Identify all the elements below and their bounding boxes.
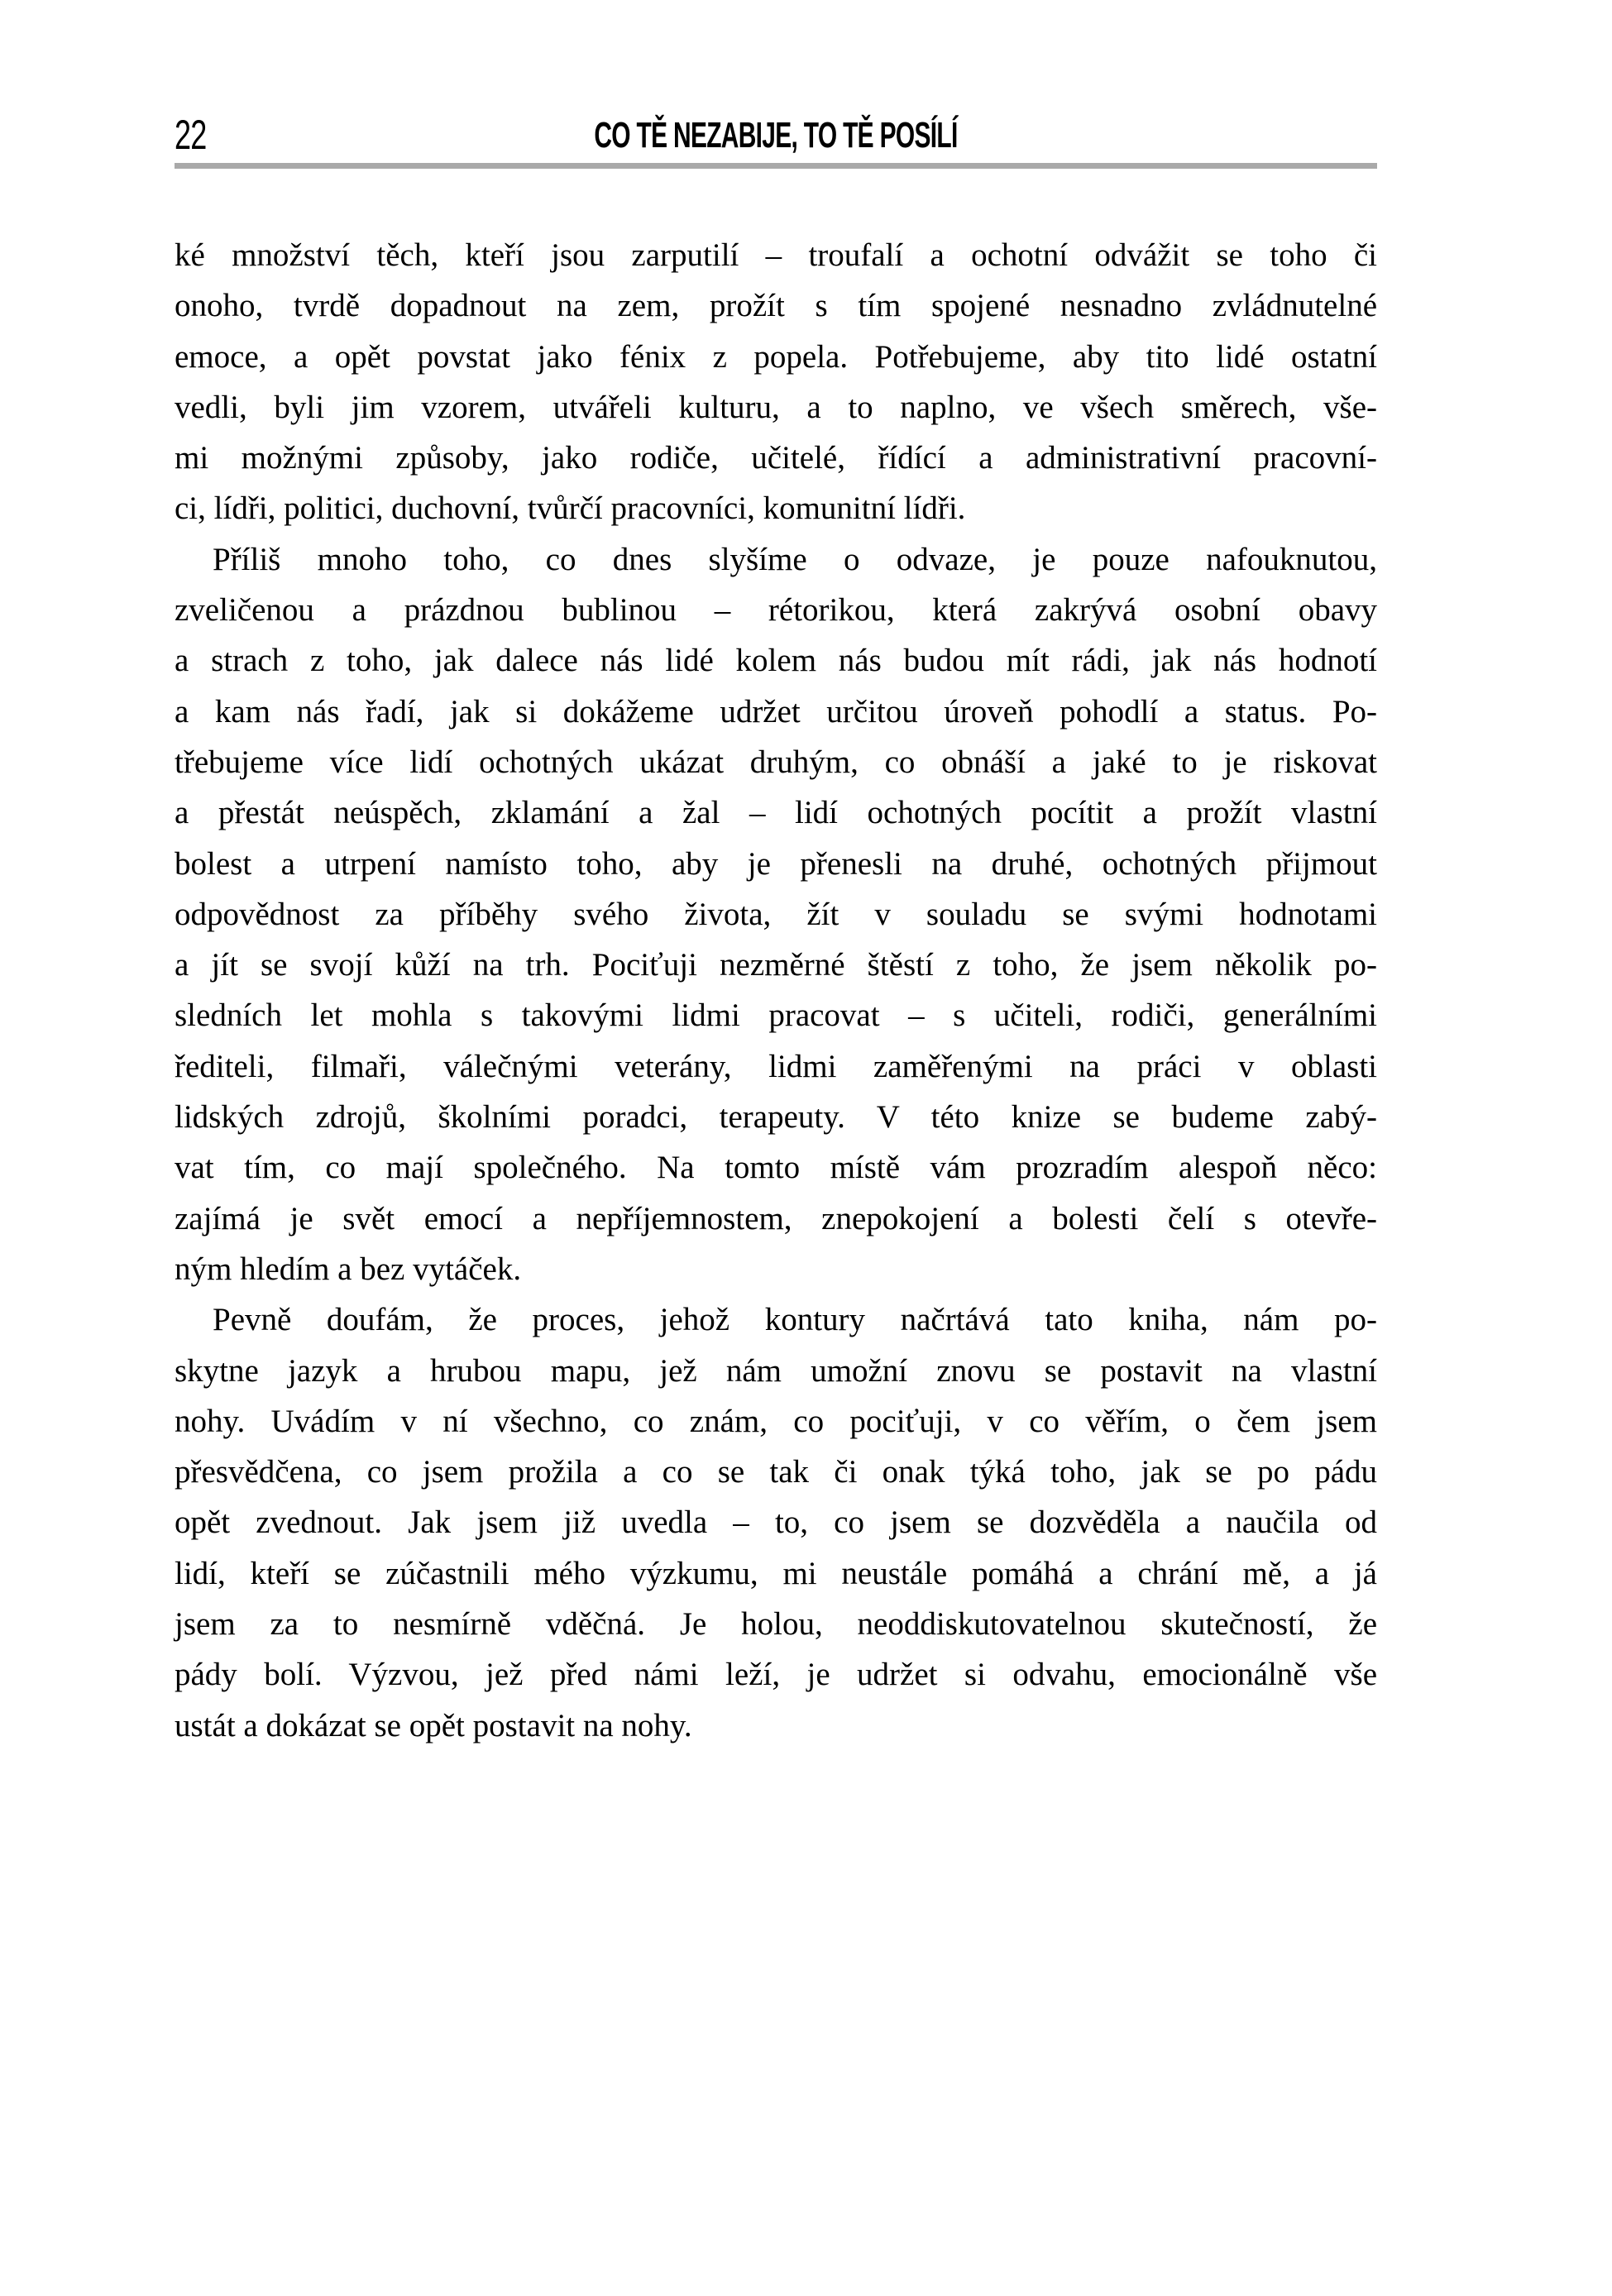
text-line: jsem za to nesmírně vděčná. Je holou, neoddiskutovatelnou skutečností, že: [175, 1606, 1377, 1643]
text-line: ným hledím a bez vytáček.: [175, 1251, 522, 1287]
text-line: Pevně doufám, že proces, jehož kontury načrtává tato kniha, nám po-: [213, 1302, 1377, 1338]
text-line: zajímá je svět emocí a nepříjemnostem, znepokojení a bolesti čelí s otevře-: [175, 1200, 1377, 1236]
text-line: a kam nás řadí, jak si dokážeme udržet určitou úroveň pohodlí a status. Po-: [175, 693, 1377, 729]
page-number: 22: [175, 112, 207, 158]
paragraph: [175, 230, 1377, 534]
running-header: [175, 117, 1377, 154]
running-header-title: CO TĚ NEZABIJE, TO TĚ POSÍLÍ: [594, 115, 958, 155]
text-line: ci, lídři, politici, duchovní, tvůrčí pracovníci, komunitní lídři.: [175, 490, 966, 527]
text-line: lidských zdrojů, školními poradci, terapeuty. V této knize se budeme zabý-: [175, 1099, 1377, 1136]
text-line: odpovědnost za příběhy svého života, žít v souladu se svými hodnotami: [175, 896, 1377, 932]
text-line: zveličenou a prázdnou bublinou – rétorikou, která zakrývá osobní obavy: [175, 592, 1377, 629]
text-line: a strach z toho, jak dalece nás lidé kolem nás budou mít rádi, jak nás hodnotí: [175, 643, 1377, 679]
paragraph: [175, 1294, 1377, 1751]
text-line: onoho, tvrdě dopadnout na zem, prožít s tím spojené nesnadno zvládnutelné: [175, 288, 1377, 324]
page-header: [175, 114, 1377, 164]
text-line: přesvědčena, co jsem prožila a co se tak či onak týká toho, jak se po pádu: [175, 1454, 1377, 1490]
text-line: mi možnými způsoby, jako rodiče, učitelé, řídící a administrativní pracovní-: [175, 440, 1377, 476]
text-line: třebujeme více lidí ochotných ukázat druhým, co obnáší a jaké to je riskovat: [175, 744, 1377, 780]
header-rule: [175, 163, 1377, 169]
text-line: bolest a utrpení namísto toho, aby je přenesli na druhé, ochotných přijmout: [175, 845, 1377, 882]
text-line: Příliš mnoho toho, co dnes slyšíme o odvaze, je pouze nafouknutou,: [213, 541, 1377, 577]
paragraph: [175, 534, 1377, 1294]
text-line: lidí, kteří se zúčastnili mého výzkumu, mi neustále pomáhá a chrání mě, a já: [175, 1555, 1377, 1591]
body-text: [175, 230, 1377, 1751]
text-line: a přestát neúspěch, zklamání a žal – lidí ochotných pocítit a prožít vlastní: [175, 795, 1377, 831]
text-line: sledních let mohla s takovými lidmi pracovat – s učiteli, rodiči, generálními: [175, 997, 1377, 1034]
text-line: vat tím, co mají společného. Na tomto místě vám prozradím alespoň něco:: [175, 1150, 1377, 1186]
text-line: vedli, byli jim vzorem, utvářeli kulturu, a to naplno, ve všech směrech, vše-: [175, 389, 1377, 425]
text-line: nohy. Uvádím v ní všechno, co znám, co pociťuji, v co věřím, o čem jsem: [175, 1403, 1377, 1439]
text-line: emoce, a opět povstat jako fénix z popela. Potřebujeme, aby tito lidé ostatní: [175, 338, 1377, 375]
text-line: pády bolí. Výzvou, jež před námi leží, je udržet si odvahu, emocionálně vše: [175, 1657, 1377, 1693]
text-line: skytne jazyk a hrubou mapu, jež nám umožní znovu se postavit na vlastní: [175, 1352, 1377, 1389]
text-line: a jít se svojí kůží na trh. Pociťuji nezměrné štěstí z toho, že jsem několik po-: [175, 947, 1377, 983]
text-line: ké množství těch, kteří jsou zarputilí – troufalí a ochotní odvážit se toho či: [175, 237, 1377, 273]
text-line: řediteli, filmaři, válečnými veterány, lidmi zaměřenými na práci v oblasti: [175, 1048, 1377, 1084]
text-line: opět zvednout. Jak jsem již uvedla – to, co jsem se dozvěděla a naučila od: [175, 1504, 1377, 1541]
text-line: ustát a dokázat se opět postavit na nohy.: [175, 1707, 692, 1744]
